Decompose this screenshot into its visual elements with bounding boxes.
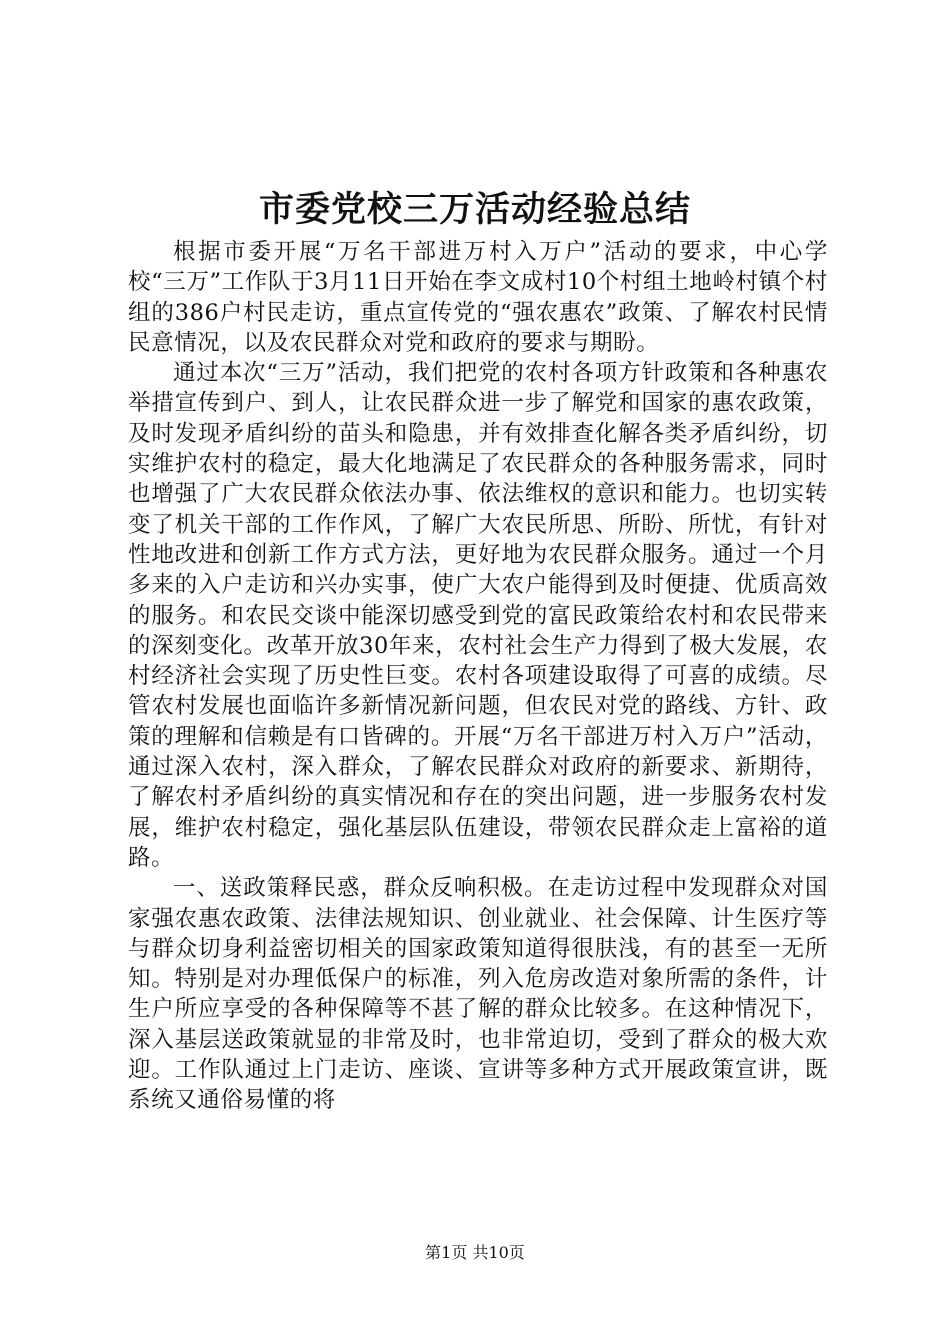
page-number-footer: 第1页 共10页	[425, 1243, 525, 1262]
paragraph-2: 通过本次“三万”活动，我们把党的农村各项方针政策和各种惠农举措宣传到户、到人，让农民群众进一步了解党和国家的惠农政策，及时发现矛盾纠纷的苗头和隐患，并有效排查化解各类矛盾纠纷，切实维护农村的稳定，最大化地满足了农民群众的各种服务需求，同时也增强了广大农民群众依法办事、依法维权的意识和能力。也切实转变了机关干部的工作作风，了解广大农民所思、所盼、所忧，有针对性地改进和创新工作方式方法，更好地为农民群众服务。通过一个月多来的入户走访和兴办实事，使广大农户能得到及时便捷、优质高效的服务。和农民交谈中能深切感受到党的富民政策给农村和农民带来的深刻变化。改革开放30年来，农村社会生产力得到了极大发展，农村经济社会实现了历史性巨变。农村各项建设取得了可喜的成绩。尽管农村发展也面临许多新情况新问题，但农民对党的路线、方针、政策的理解和信赖是有口皆碑的。开展“万名干部进万村入万户”活动，通过深入农村，深入群众，了解农民群众对政府的新要求、新期待，了解农村矛盾纠纷的真实情况和存在的突出问题，进一步服务农村发展，维护农村稳定，强化基层队伍建设，带领农民群众走上富裕的道路。	[128, 360, 828, 871]
document-title: 市委党校三万活动经验总结	[258, 189, 691, 230]
paragraph-1: 根据市委开展“万名干部进万村入万户”活动的要求，中心学校“三万”工作队于3月11日开始在李文成村10个村组土地岭村镇个村组的386户村民走访，重点宣传党的“强农惠农”政策、了解农村民情民意情况，以及农民群众对党和政府的要求与期盼。	[128, 239, 828, 356]
document-body	[128, 237, 828, 1116]
paragraph-3: 一、送政策释民惑，群众反响积极。在走访过程中发现群众对国家强农惠农政策、法律法规知识、创业就业、社会保障、计生医疗等与群众切身利益密切相关的国家政策知道得很肤浅，有的甚至一无所知。特别是对办理低保户的标准，列入危房改造对象所需的条件，计生户所应享受的各种保障等不甚了解的群众比较多。在这种情况下，深入基层送政策就显的非常及时，也非常迫切，受到了群众的极大欢迎。工作队通过上门走访、座谈、宣讲等多种方式开展政策宣讲，既系统又通俗易懂的将	[128, 875, 828, 1114]
